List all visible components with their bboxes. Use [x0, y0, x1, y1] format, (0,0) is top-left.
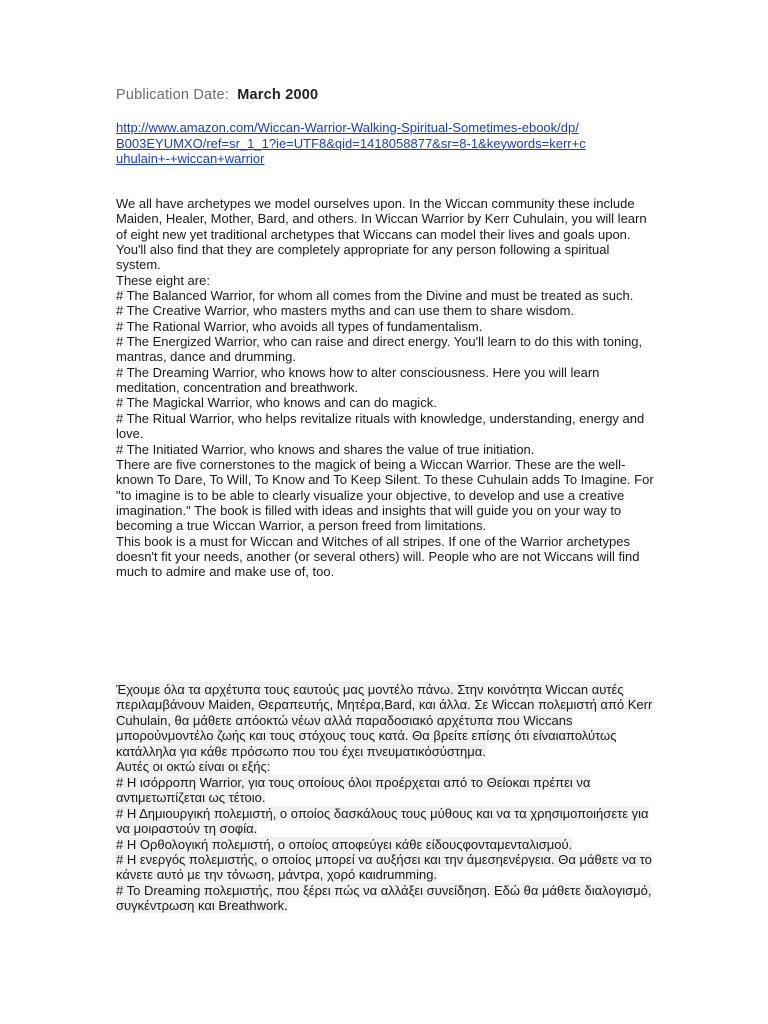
- english-list-item: # The Balanced Warrior, for whom all comes from the Divine and must be treated as such.: [116, 288, 634, 304]
- greek-text: # Το Dreaming πολεμιστής, που ξέρει πώς να αλλάξει συνείδηση. Εδώ θα μάθετε διαλογισμό, συγκέντρωση και Breathwork.: [116, 882, 652, 914]
- english-paragraph-intro: We all have archetypes we model ourselves upon. In the Wiccan community these include Maiden, Healer, Mother, Bard, and others. In Wiccan Warrior by Kerr Cuhulain, you will learn of eight new yet traditional archetypes that Wiccans can model their lives and goals upon. You'll also find that they are completely appropriate for any person following a spiritual system.: [116, 196, 647, 273]
- english-list-item: # The Creative Warrior, who masters myths and can use them to share wisdom.: [116, 303, 575, 319]
- english-description: [116, 196, 656, 580]
- greek-text: # Η ισόρροπη Warrior, για τους οποίους όλοι προέρχεται από το Θείοκαι πρέπει να αντιμετωπίζεται ως τέτοιο.: [116, 774, 591, 806]
- greek-list-item: [116, 852, 656, 883]
- english-paragraph-closing: This book is a must for Wiccan and Witches of all stripes. If one of the Warrior archetypes doesn't fit your needs, another (or several others) will. People who are not Wiccans will find much to admire and make use of, too.: [116, 533, 640, 580]
- greek-text: Αυτές οι οκτώ είναι οι εξής:: [116, 759, 271, 775]
- greek-list-item: [116, 775, 656, 806]
- english-list-item: # The Magickal Warrior, who knows and can do magick.: [116, 395, 437, 411]
- greek-text: Έχουμε όλα τα αρχέτυπα τους εαυτούς μας μοντέλο πάνω. Στην κοινότητα Wiccan αυτές περιλαμβάνουν Maiden, Θεραπευτής, Μητέρα,Bard, και άλλα. Σε Wiccan πολεμιστή από Kerr Cuhulain, θα μάθετε απόοκτώ νέων αλλά παραδοσιακό αρχέτυπα που Wiccans μπορούνμοντέλο ζωής και τους στόχους τους κατά. Θα βρείτε επίσης ότι είναιαπολύτως κατάλληλα για κάθε πρόσωπο που του έχει πνευματικόσύστημα.: [116, 682, 653, 759]
- greek-text: # Η ενεργός πολεμιστής, ο οποίος μπορεί να αυξήσει και την άμεσηενέργεια. Θα μάθετε να το κάνετε αυτό με την τόνωση, μάντρα, χορό καιdrumming.: [116, 851, 652, 883]
- publication-date-value: March 2000: [237, 87, 319, 103]
- greek-text: # Η Δημιουργική πολεμιστή, ο οποίος δασκάλους τους μύθους και να τα χρησιμοποιήσετε για να μοιραστούν τη σοφία.: [116, 805, 649, 837]
- english-list-item: # The Initiated Warrior, who knows and shares the value of true initiation.: [116, 441, 535, 457]
- english-list-item: # The Dreaming Warrior, who knows how to alter consciousness. Here you will learn meditation, concentration and breathwork.: [116, 364, 600, 396]
- english-list-heading: These eight are:: [116, 272, 210, 288]
- greek-translation: [116, 682, 656, 914]
- english-list-item: # The Energized Warrior, who can raise and direct energy. You'll learn to do this with toning, mantras, dance and drumming.: [116, 334, 643, 365]
- english-paragraph-cornerstones: There are five cornerstones to the magick of being a Wiccan Warrior. These are the well-known To Dare, To Will, To Know and To Keep Silent. To these Cuhulain adds To Imagine. For "to imagine is to be able to clearly visualize your objective, to develop and use a creative imagination." The book is filled with ideas and insights that will guide you on your way to becoming a true Wiccan Warrior, a person freed from limitations.: [116, 456, 654, 534]
- greek-list-item: [116, 806, 656, 837]
- greek-list-item: [116, 837, 656, 852]
- greek-list-heading: [116, 759, 656, 774]
- greek-list-item: [116, 883, 656, 914]
- amazon-link[interactable]: http://www.amazon.com/Wiccan-Warrior-Walking-Spiritual-Sometimes-ebook/dp/B003EYUMXO/ref=sr_1_1?ie=UTF8&qid=1418058877&sr=8-1&keywords=kerr+cuhulain+-+wiccan+warrior: [116, 120, 586, 166]
- publication-date: [116, 87, 318, 103]
- publication-date-label: Publication Date:: [116, 87, 230, 103]
- greek-text: # Η Ορθολογική πολεμιστή, ο οποίος αποφεύγει κάθε είδουςφονταμενταλισμού.: [116, 836, 573, 852]
- english-list-item: # The Rational Warrior, who avoids all types of fundamentalism.: [116, 318, 483, 334]
- greek-paragraph-intro: [116, 682, 656, 759]
- english-list-item: # The Ritual Warrior, who helps revitalize rituals with knowledge, understanding, energy and love.: [116, 410, 645, 442]
